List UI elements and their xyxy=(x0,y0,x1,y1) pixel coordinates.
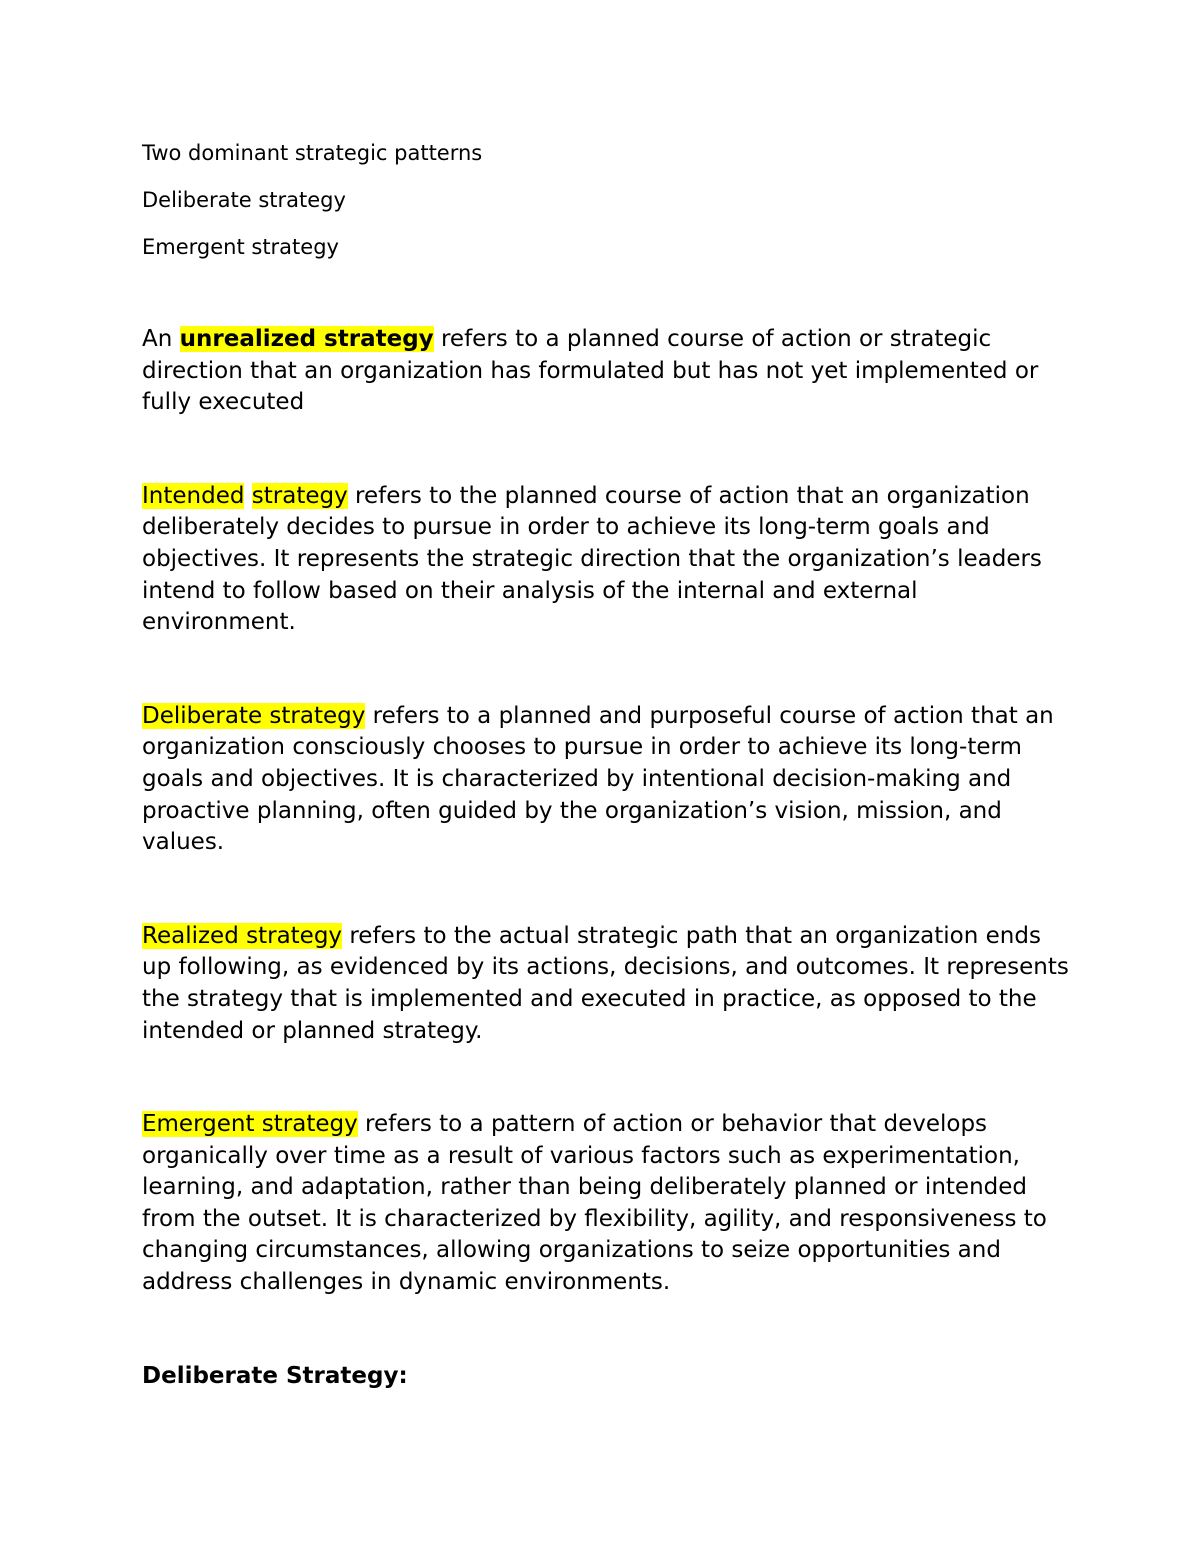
definition-emergent-strategy xyxy=(142,1109,1072,1299)
definition-text: refers to a pattern of action or behavior that develops organically over time as a result of various factors such as experimentation, learning, and adaptation, rather than being deliberately planned or intended from the outset. It is characterized by flexibility, agility, and responsiveness to changing circumstances, allowing organizations to seize opportunities and address challenges in dynamic environments. xyxy=(142,1111,1047,1296)
intro-item-deliberate: Deliberate strategy xyxy=(142,188,346,212)
highlighted-term-unrealized-strategy: unrealized strategy xyxy=(179,326,434,352)
highlighted-term-emergent-strategy: Emergent strategy xyxy=(142,1111,358,1138)
intro-title: Two dominant strategic patterns xyxy=(142,141,483,165)
document-page xyxy=(142,138,1072,1392)
highlighted-term-strategy: strategy xyxy=(251,482,348,509)
definition-prefix: An xyxy=(142,326,180,352)
definition-unrealized-strategy xyxy=(142,324,1072,419)
section-heading-deliberate-strategy: Deliberate Strategy: xyxy=(142,1362,408,1389)
definition-text: refers to the actual strategic path that an organization ends up following, as evidenced by its actions, decisions, and outcomes. It represents the strategy that is implemented and executed in practice, as opposed to the intended or planned strategy. xyxy=(142,922,1069,1044)
definition-text: refers to a planned and purposeful course of action that an organization consciously chooses to pursue in order to achieve its long-term goals and objectives. It is characterized by intentional decision-making and proactive planning, often guided by the organization’s vision, mission, and values. xyxy=(142,702,1054,856)
intro-item-emergent: Emergent strategy xyxy=(142,235,339,259)
highlighted-term-realized-strategy: Realized strategy xyxy=(142,922,343,949)
definition-intended-strategy xyxy=(142,481,1072,639)
highlighted-term-deliberate-strategy: Deliberate strategy xyxy=(142,702,366,729)
definition-text: refers to a planned course of action or strategic direction that an organization has formulated but has not yet implemented or fully executed xyxy=(142,326,1039,416)
highlighted-term-intended: Intended xyxy=(142,482,245,509)
definition-text: refers to the planned course of action that an organization deliberately decides to pursue in order to achieve its long-term goals and objectives. It represents the strategic direction that the organization’s leaders intend to follow based on their analysis of the internal and external environment. xyxy=(142,482,1042,636)
definition-realized-strategy xyxy=(142,921,1072,1047)
definition-deliberate-strategy xyxy=(142,701,1072,859)
